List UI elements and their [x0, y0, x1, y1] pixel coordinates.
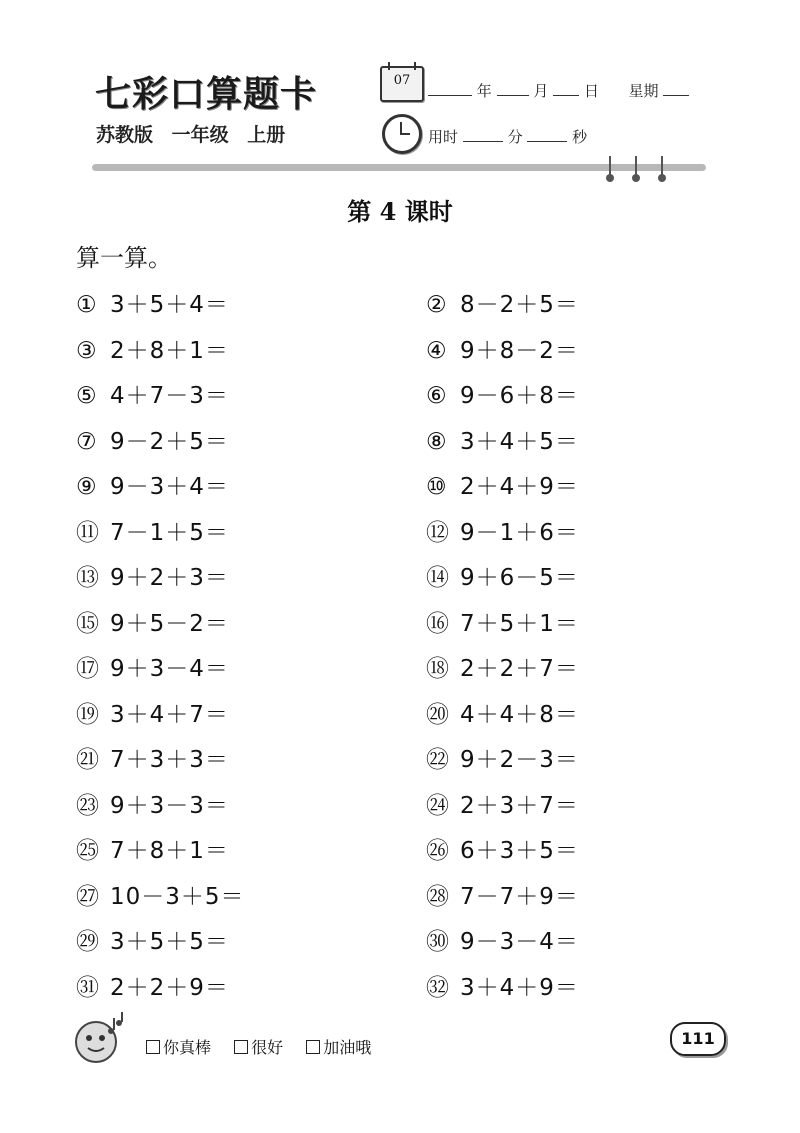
problem-item	[76, 514, 229, 547]
problem-item	[76, 923, 229, 956]
problem-index: ㉒	[426, 747, 450, 773]
problem-index: ㉓	[76, 792, 100, 819]
divider-pin-icon	[634, 156, 638, 180]
problem-item	[426, 377, 579, 410]
problem-item	[76, 468, 229, 501]
header-divider	[92, 164, 706, 171]
checkbox-icon	[306, 1040, 320, 1054]
problem-index: ⑤	[76, 383, 98, 409]
weekday-blank[interactable]	[663, 81, 689, 96]
divider-pin-icon	[660, 156, 664, 180]
problem-index: ③	[76, 337, 98, 364]
problem-index: ㉛	[76, 974, 100, 1001]
problem-index: ⑫	[426, 519, 450, 546]
time-label: 用时	[428, 128, 459, 146]
problem-expression: 2＋4＋9＝	[460, 474, 579, 500]
problem-item	[426, 286, 579, 319]
problem-expression: 10－3＋5＝	[110, 883, 245, 910]
rating-option[interactable]	[306, 1038, 371, 1057]
problem-expression: 9－2＋5＝	[110, 428, 229, 455]
brand-title: 七彩口算题卡	[95, 73, 318, 115]
problem-index: ⑦	[76, 428, 98, 455]
problem-expression: 9－6＋8＝	[460, 383, 579, 409]
edition-label: 苏教版 一年级 上册	[96, 124, 286, 146]
problem-index: ⑭	[426, 565, 450, 591]
problem-expression: 9＋2＋3＝	[110, 565, 229, 591]
page-number: 111	[670, 1022, 726, 1056]
problem-item	[426, 650, 579, 683]
problem-index: ⑧	[426, 428, 448, 455]
problem-index: ④	[426, 337, 448, 364]
problem-expression: 9＋5－2＝	[110, 610, 229, 637]
problem-expression: 9＋6－5＝	[460, 565, 579, 591]
problem-expression: 9＋3－4＝	[110, 656, 229, 682]
day-label: 日	[583, 82, 599, 100]
problem-item	[426, 696, 579, 729]
instruction: 算一算。	[76, 244, 172, 272]
problem-item	[426, 787, 579, 820]
problem-index: ⑩	[426, 474, 448, 500]
problem-expression: 9－3＋4＝	[110, 474, 229, 500]
problem-item	[76, 332, 229, 365]
problem-item	[76, 377, 229, 410]
problem-expression: 3＋4＋5＝	[460, 428, 579, 455]
weekday-label: 星期	[628, 82, 659, 100]
minutes-blank[interactable]	[463, 127, 503, 142]
problem-index: ㉘	[426, 883, 450, 910]
problem-item	[76, 878, 245, 911]
problem-item	[76, 741, 229, 774]
problem-item	[426, 923, 579, 956]
problem-expression: 9－3－4＝	[460, 929, 579, 955]
problem-item	[426, 605, 579, 638]
seconds-blank[interactable]	[527, 127, 567, 142]
clock-icon	[382, 114, 422, 154]
problem-expression: 3＋5＋5＝	[110, 929, 229, 955]
problem-index: ⑯	[426, 610, 450, 637]
problem-index: ⑬	[76, 565, 100, 591]
problem-index: ⑱	[426, 656, 450, 682]
date-line	[428, 80, 689, 101]
problem-item	[76, 832, 229, 865]
year-label: 年	[476, 82, 492, 100]
calendar-day: 07	[393, 73, 411, 88]
problem-expression: 2＋8＋1＝	[110, 337, 229, 364]
problem-index: ㉑	[76, 747, 100, 773]
rating-option[interactable]	[234, 1038, 283, 1057]
problem-item	[426, 741, 579, 774]
problem-expression: 8－2＋5＝	[460, 292, 579, 318]
problem-item	[76, 423, 229, 456]
problem-item	[426, 514, 579, 547]
problem-expression: 2＋2＋9＝	[110, 974, 229, 1001]
problem-item	[426, 468, 579, 501]
problem-expression: 2＋3＋7＝	[460, 792, 579, 819]
problem-index: ⑮	[76, 610, 100, 637]
checkbox-icon	[146, 1040, 160, 1054]
month-label: 月	[533, 82, 549, 100]
self-rating	[146, 1035, 389, 1058]
problem-item	[76, 696, 229, 729]
problem-item	[76, 787, 229, 820]
problem-expression: 9－1＋6＝	[460, 519, 579, 546]
problem-index: ㉗	[76, 883, 100, 910]
problem-expression: 7＋5＋1＝	[460, 610, 579, 637]
problem-expression: 3＋4＋9＝	[460, 974, 579, 1001]
lesson-title: 第 4 课时	[347, 197, 453, 226]
minutes-label: 分	[507, 128, 523, 146]
problem-item	[76, 650, 229, 683]
problem-item	[76, 969, 229, 1002]
problem-index: ㉚	[426, 929, 450, 955]
rating-label: 很好	[251, 1038, 284, 1057]
problem-expression: 2＋2＋7＝	[460, 656, 579, 682]
problem-item	[426, 423, 579, 456]
mascot-icon	[68, 1008, 134, 1068]
problem-index: ⑥	[426, 383, 448, 409]
problem-item	[76, 605, 229, 638]
problem-item	[76, 559, 229, 592]
problem-index: ㉙	[76, 929, 100, 955]
problem-index: ⑪	[76, 519, 100, 546]
problem-item	[426, 969, 579, 1002]
problem-index: ⑨	[76, 474, 98, 500]
seconds-label: 秒	[572, 128, 588, 146]
problem-expression: 9＋3－3＝	[110, 792, 229, 819]
rating-label: 加油哦	[323, 1038, 372, 1057]
problem-expression: 3＋5＋4＝	[110, 292, 229, 318]
problem-item	[426, 332, 579, 365]
problem-expression: 9＋2－3＝	[460, 747, 579, 773]
problem-expression: 7－7＋9＝	[460, 883, 579, 910]
problem-index: ㉖	[426, 838, 450, 864]
problem-index: ㉕	[76, 838, 100, 864]
problem-expression: 7－1＋5＝	[110, 519, 229, 546]
rating-option[interactable]	[146, 1038, 211, 1057]
year-blank[interactable]	[428, 81, 472, 96]
problem-expression: 6＋3＋5＝	[460, 838, 579, 864]
problem-item	[426, 559, 579, 592]
rating-label: 你真棒	[163, 1038, 212, 1057]
day-blank[interactable]	[553, 81, 579, 96]
checkbox-icon	[234, 1040, 248, 1054]
problem-expression: 7＋8＋1＝	[110, 838, 229, 864]
problem-index: ⑰	[76, 656, 100, 682]
month-blank[interactable]	[497, 81, 529, 96]
problem-index: ⑲	[76, 701, 100, 728]
problem-item	[426, 878, 579, 911]
calendar-icon	[380, 66, 424, 102]
problem-expression: 7＋3＋3＝	[110, 747, 229, 773]
problem-expression: 4＋4＋8＝	[460, 701, 579, 728]
time-line	[428, 126, 587, 147]
problem-index: ①	[76, 292, 98, 318]
divider-pin-icon	[608, 156, 612, 180]
problem-index: ⑳	[426, 701, 450, 728]
problem-item	[426, 832, 579, 865]
problem-item	[76, 286, 229, 319]
problem-index: ㉜	[426, 974, 450, 1001]
problem-expression: 9＋8－2＝	[460, 337, 579, 364]
problem-index: ㉔	[426, 792, 450, 819]
problem-index: ②	[426, 292, 448, 318]
problem-expression: 3＋4＋7＝	[110, 701, 229, 728]
problem-expression: 4＋7－3＝	[110, 383, 229, 409]
